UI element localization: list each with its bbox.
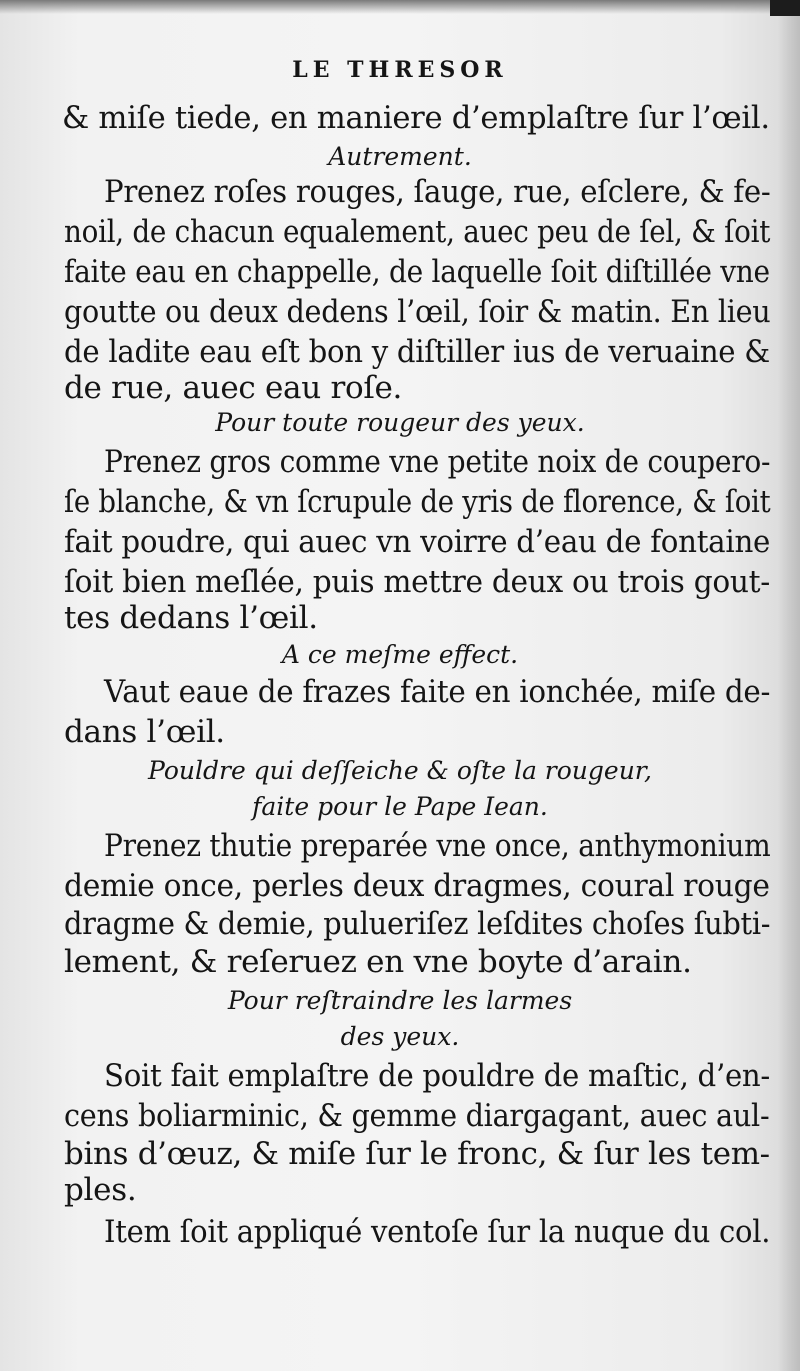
page-top-shadow [0,0,800,14]
text-line: faite eau en chappelle, de laquelle ſoit diſtillée vne [64,254,770,290]
text-line: fait poudre, qui auec vn voirre d’eau de fontaine [64,524,771,560]
text-line: Item ſoit appliqué ventoſe ſur la nuque du col. [104,1214,771,1250]
section-heading: Pour toute rougeur des yeux. [215,408,585,437]
text-line: tes dedans l’œil. [64,600,318,636]
text-line: bins d’œuz, & miſe ſur le fronc, & ſur les tem- [64,1136,770,1172]
text-line: Prenez roſes rouges, ſauge, rue, eſclere, & fe- [104,174,771,210]
text-line: Soit fait emplaſtre de pouldre de maſtic, d’en- [104,1058,771,1094]
text-line: lement, & reſeruez en vne boyte d’arain. [64,944,692,980]
text-line: cens boliarminic, & gemme diargagant, auec aul- [64,1098,770,1134]
text-line: demie once, perles deux dragmes, coural rouge [64,868,770,904]
scan-corner [770,0,800,16]
section-heading: faite pour le Pape Iean. [252,792,548,821]
text-line: & miſe tiede, en maniere d’emplaſtre ſur l’œil. [62,100,770,136]
text-line: goutte ou deux dedens l’œil, ſoir & matin. En lieu [64,294,771,330]
text-line: Prenez thutie preparée vne once, anthymonium [104,828,771,864]
text-line: noil, de chacun equalement, auec peu de ſel, & ſoit [64,214,771,250]
text-line: ſoit bien meſlée, puis mettre deux ou trois gout- [64,564,771,600]
text-line: de rue, auec eau roſe. [64,370,403,406]
text-line: ples. [64,1172,137,1208]
section-heading: des yeux. [340,1022,460,1051]
text-line: dans l’œil. [64,714,225,750]
section-heading: Pouldre qui deſſeiche & oſte la rougeur, [148,756,652,785]
text-line: Prenez gros comme vne petite noix de coupero- [104,444,771,480]
section-heading: A ce meſme effect. [281,640,519,669]
text-line: ſe blanche, & vn ſcrupule de yris de florence, & ſoit [64,484,771,520]
running-head: LE THRESOR [292,57,508,83]
page-right-edge [778,0,800,1371]
section-heading: Pour reſtraindre les larmes [227,986,573,1015]
text-line: Vaut eaue de frazes faite en ionchée, miſe de- [104,674,771,710]
section-heading: Autrement. [328,142,472,171]
text-line: de ladite eau eſt bon y diſtiller ius de veruaine & [64,334,770,370]
text-line: dragme & demie, pulueriſez leſdites choſes ſubti- [64,906,771,942]
